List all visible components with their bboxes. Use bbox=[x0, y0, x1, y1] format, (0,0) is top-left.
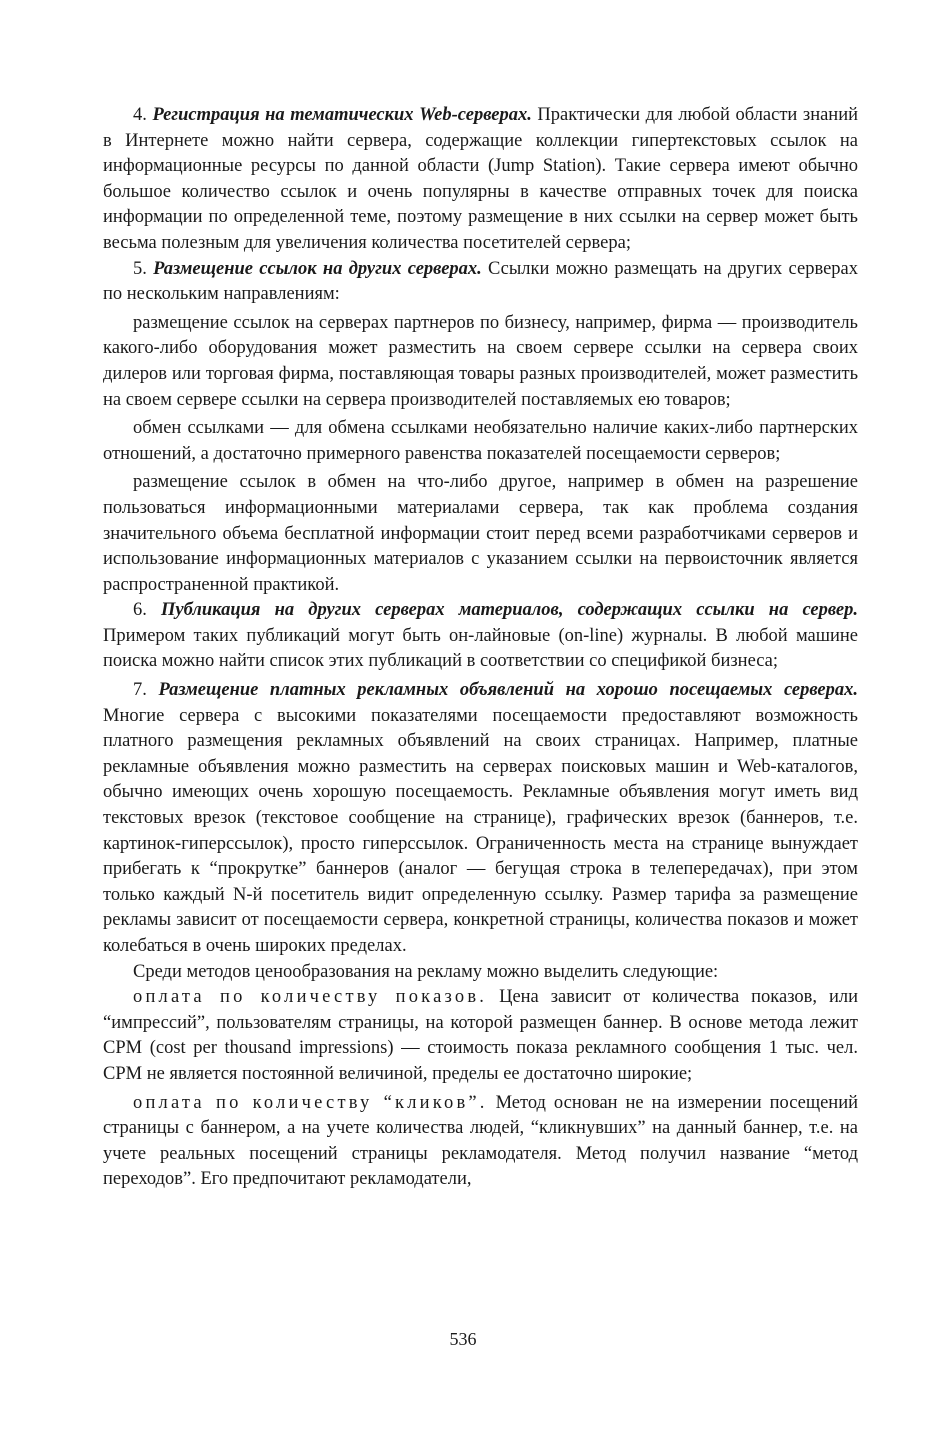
paragraph-text: Метод основан не на измерении посещений страницы с баннером, а на учете количества людей, “кликнувших” на данный баннер, т.е. на учете реальных посещений страницы рекламодателя. Метод получил название “метод переходов”. Его предпочитают рекламодатели, bbox=[103, 1092, 859, 1190]
paragraph-text: Примером таких публикаций могут быть он-лайновые (on-line) журналы. В любой машине поиска можно найти список этих публикаций в соответствии со спецификой бизнеса; bbox=[103, 625, 858, 672]
paragraph-partner-links bbox=[103, 311, 858, 413]
paragraph-item-5 bbox=[103, 257, 858, 308]
paragraph-pay-per-click bbox=[103, 1091, 858, 1193]
paragraph-text: Среди методов ценообразования на рекламу можно выделить следующие: bbox=[133, 961, 719, 982]
paragraph-text: размещение ссылок на серверах партнеров по бизнесу, например, фирма — производитель какого-либо оборудования может разместить на своем сервере ссылки на сервера своих дилеров или торговая фирма, поставляющая товары разных производителей, может разместить на своем сервере ссылки на сервера производителей поставляемых ею товаров; bbox=[103, 312, 858, 410]
paragraph-item-4 bbox=[103, 103, 858, 257]
paragraph-link-exchange bbox=[103, 416, 858, 467]
paragraph-item-6 bbox=[103, 598, 858, 675]
item-heading: Размещение ссылок на других серверах. bbox=[153, 258, 482, 279]
item-heading: Размещение платных рекламных объявлений на хорошо посещаемых серверах. bbox=[158, 680, 858, 701]
paragraph-item-7 bbox=[103, 678, 858, 960]
spaced-term: оплата по количеству “кликов”. bbox=[133, 1092, 488, 1113]
item-heading: Публикация на других серверах материалов, содержащих ссылки на сервер. bbox=[161, 600, 859, 621]
paragraph-pricing-intro bbox=[103, 960, 858, 986]
paragraph-text: размещение ссылок в обмен на что-либо другое, например в обмен на разрешение пользоваться информационными материалами сервера, так как проблема создания значительного объема бесплатной информации стоит перед всеми разработчиками серверов и использование информационных материалов с указанием ссылки на первоисточник является распространенной практикой. bbox=[103, 472, 858, 595]
paragraph-links-for-other bbox=[103, 470, 858, 598]
paragraph-text: Цена зависит от количества показов, или “импрессий”, пользователям страницы, на которой размещен баннер. В основе метода лежит CPM (cost per thousand impressions) — стоимость показа рекламного сообщения 1 тыс. чел. CPM не является постоянной величиной, пределы ее достаточно широкие; bbox=[103, 987, 859, 1084]
paragraph-text: Ссылки можно размещать на других серверах по нескольким направлениям: bbox=[103, 258, 858, 305]
paragraph-text: Многие сервера с высокими показателями посещаемости предоставляют возможность платного размещения рекламных объявлений на своих страницах. Например, платные рекламные объявления можно разместить на серверах поисковых машин и Web-каталогов, обычно имеющих очень хорошую посещаемость. Рекламные объявления могут иметь вид текстовых врезок (текстовое сообщение на странице), графических врезок (баннеров, т.е. картинок-гиперссылок), просто гиперссылок. Ограниченность места на странице вынуждает прибегать к “прокрутке” баннеров (аналог — бегущая строка в телепередачах), при этом только каждый N-й посетитель видит определенную ссылку. Размер тарифа за размещение рекламы зависит от посещаемости сервера, конкретной страницы, количества показов и может колебаться в очень широких пределах. bbox=[103, 705, 858, 956]
spaced-term: оплата по количеству показов. bbox=[133, 987, 488, 1008]
item-number: 7. bbox=[133, 680, 147, 701]
paragraph-pay-per-impression bbox=[103, 985, 858, 1087]
item-number: 5. bbox=[133, 258, 147, 279]
item-number: 4. bbox=[133, 105, 147, 125]
page-body bbox=[103, 103, 858, 1193]
page-number: 536 bbox=[449, 1329, 477, 1349]
paragraph-text: Практически для любой области знаний в Интернете можно найти сервера, содержащие коллекции гипертекстовых ссылок на информационные ресурсы по данной области (Jump Station). Такие сервера имеют обычно большое количество ссылок и очень популярны в качестве отправных точек для поиска информации по определенной теме, поэтому размещение в них ссылки на сервер может быть весьма полезным для увеличения количества посетителей сервера; bbox=[103, 105, 859, 253]
item-number: 6. bbox=[133, 600, 147, 621]
paragraph-text: обмен ссылками — для обмена ссылками необязательно наличие каких-либо партнерских отношений, а достаточно примерного равенства показателей посещаемости серверов; bbox=[103, 418, 858, 464]
item-heading: Регистрация на тематических Web-серверах. bbox=[152, 105, 532, 125]
